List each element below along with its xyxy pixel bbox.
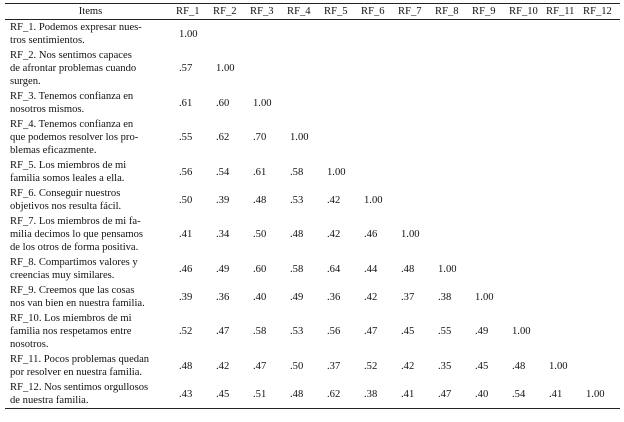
correlation-cell — [509, 255, 546, 283]
item-label — [5, 117, 176, 158]
correlation-cell: .37 — [401, 291, 415, 303]
correlation-table — [5, 3, 620, 409]
correlation-cell: .47 — [435, 380, 472, 409]
item-label — [5, 20, 176, 49]
correlation-cell: .45 — [401, 326, 415, 337]
header-rf-8: RF_8 — [435, 4, 472, 20]
correlation-cell: .53 — [290, 194, 304, 206]
item-label-line: tros sentimientos. — [10, 35, 85, 46]
correlation-cell — [324, 48, 361, 89]
correlation-cell: .54 — [509, 380, 546, 409]
correlation-cell: .62 — [216, 132, 230, 143]
correlation-cell — [546, 158, 583, 186]
correlation-cell — [583, 89, 620, 117]
correlation-cell: .44 — [364, 263, 378, 275]
table-header-row — [5, 4, 620, 20]
correlation-cell: .34 — [216, 229, 230, 240]
item-label — [5, 89, 176, 117]
correlation-cell: 1.00 — [253, 97, 272, 109]
item-label — [5, 186, 176, 214]
item-label-line: RF_6. Conseguir nuestros — [10, 188, 121, 199]
correlation-cell: .48 — [253, 194, 267, 206]
correlation-cell — [472, 20, 509, 49]
item-label-line: surgen. — [10, 76, 41, 87]
table-row — [5, 311, 620, 352]
correlation-cell — [472, 255, 509, 283]
correlation-cell: 1.00 — [583, 380, 620, 409]
correlation-cell — [509, 20, 546, 49]
header-rf-11: RF_11 — [546, 4, 583, 20]
header-rf-12: RF_12 — [583, 4, 620, 20]
correlation-cell: .38 — [361, 380, 398, 409]
correlation-cell — [546, 186, 583, 214]
correlation-cell — [361, 20, 398, 49]
correlation-cell — [583, 255, 620, 283]
item-label-line: RF_4. Tenemos confianza en — [10, 119, 134, 130]
table-row — [5, 186, 620, 214]
correlation-cell: .47 — [253, 360, 267, 372]
correlation-cell: .64 — [327, 263, 341, 275]
item-label-line: RF_5. Los miembros de mi — [10, 160, 127, 171]
correlation-cell: .50 — [253, 229, 267, 240]
item-label-line: de los otros de forma positiva. — [10, 242, 139, 253]
correlation-cell: .45 — [475, 360, 489, 372]
correlation-cell — [472, 117, 509, 158]
correlation-cell: .60 — [216, 97, 230, 109]
header-rf-7: RF_7 — [398, 4, 435, 20]
correlation-cell — [361, 158, 398, 186]
item-label-line: nosotros mismos. — [10, 104, 85, 115]
correlation-cell: .52 — [364, 360, 378, 372]
correlation-cell — [546, 20, 583, 49]
correlation-cell — [509, 283, 546, 311]
item-label — [5, 48, 176, 89]
correlation-cell: 1.00 — [438, 263, 457, 275]
correlation-cell — [509, 117, 546, 158]
correlation-cell — [546, 283, 583, 311]
correlation-cell: .50 — [290, 360, 304, 372]
item-label — [5, 311, 176, 352]
correlation-cell — [583, 48, 620, 89]
correlation-cell: .45 — [213, 380, 250, 409]
correlation-cell: .55 — [179, 132, 193, 143]
correlation-cell — [250, 20, 287, 49]
correlation-cell — [509, 48, 546, 89]
correlation-cell: .61 — [253, 166, 267, 178]
correlation-cell — [435, 89, 472, 117]
correlation-cell — [361, 89, 398, 117]
correlation-cell — [324, 89, 361, 117]
table-row — [5, 48, 620, 89]
correlation-cell — [398, 158, 435, 186]
correlation-cell: 1.00 — [327, 166, 346, 178]
correlation-cell — [435, 48, 472, 89]
correlation-cell: .46 — [179, 263, 193, 275]
correlation-cell: .42 — [364, 291, 378, 303]
correlation-cell: .58 — [290, 263, 304, 275]
correlation-cell — [435, 158, 472, 186]
correlation-cell — [583, 158, 620, 186]
item-label-line: nos van bien en nuestra familia. — [10, 298, 145, 309]
correlation-cell: 1.00 — [364, 194, 383, 206]
correlation-cell: .60 — [253, 263, 267, 275]
correlation-cell — [472, 158, 509, 186]
correlation-cell — [435, 117, 472, 158]
correlation-cell — [583, 283, 620, 311]
correlation-cell — [509, 158, 546, 186]
table-row — [5, 20, 620, 49]
correlation-cell — [509, 186, 546, 214]
correlation-cell: .53 — [290, 326, 304, 337]
correlation-cell: 1.00 — [290, 132, 309, 143]
correlation-cell: .47 — [216, 326, 230, 337]
item-label-line: creencias muy similares. — [10, 270, 115, 281]
correlation-cell — [324, 117, 361, 158]
item-label-line: RF_7. Los miembros de mi fa- — [10, 216, 141, 227]
item-label-line: RF_8. Compartimos valores y — [10, 257, 138, 268]
correlation-cell — [435, 20, 472, 49]
correlation-cell: .40 — [472, 380, 509, 409]
correlation-cell: .42 — [216, 360, 230, 372]
item-label — [5, 214, 176, 255]
table-row — [5, 117, 620, 158]
correlation-cell — [287, 48, 324, 89]
item-label-line: familia somos leales a ella. — [10, 173, 125, 184]
correlation-cell: .47 — [364, 326, 378, 337]
correlation-cell: .48 — [287, 380, 324, 409]
header-rf-1: RF_1 — [176, 4, 213, 20]
header-rf-4: RF_4 — [287, 4, 324, 20]
item-label-line: familia nos respetamos entre — [10, 326, 132, 337]
correlation-cell — [398, 117, 435, 158]
correlation-cell: .38 — [438, 291, 452, 303]
header-rf-5: RF_5 — [324, 4, 361, 20]
item-label-line: de nuestra familia. — [10, 395, 89, 406]
header-rf-3: RF_3 — [250, 4, 287, 20]
correlation-cell — [546, 214, 583, 255]
item-label-line: RF_9. Creemos que las cosas — [10, 285, 135, 296]
header-rf-2: RF_2 — [213, 4, 250, 20]
table-row — [5, 255, 620, 283]
item-label-line: por resolver en nuestra familia. — [10, 367, 143, 378]
correlation-cell — [213, 20, 250, 49]
item-label-line: de afrontar problemas cuando — [10, 63, 137, 74]
correlation-cell — [398, 20, 435, 49]
correlation-cell: .40 — [253, 291, 267, 303]
correlation-cell — [509, 214, 546, 255]
correlation-cell: .39 — [216, 194, 230, 206]
correlation-cell — [361, 48, 398, 89]
correlation-cell — [546, 48, 583, 89]
item-label-line: blemas eficazmente. — [10, 145, 97, 156]
correlation-cell: .70 — [253, 132, 267, 143]
table-row — [5, 89, 620, 117]
correlation-cell: .54 — [216, 166, 230, 178]
correlation-cell: .58 — [253, 326, 267, 337]
correlation-cell: .52 — [179, 326, 193, 337]
correlation-cell: .49 — [216, 263, 230, 275]
item-label — [5, 158, 176, 186]
correlation-cell: 1.00 — [401, 229, 420, 240]
correlation-cell: .36 — [327, 291, 341, 303]
correlation-cell — [435, 214, 472, 255]
correlation-cell — [546, 255, 583, 283]
correlation-cell: .49 — [475, 326, 489, 337]
correlation-cell: .55 — [438, 326, 452, 337]
correlation-cell — [546, 311, 583, 352]
correlation-cell: .57 — [179, 63, 193, 74]
correlation-cell: 1.00 — [216, 63, 235, 74]
item-label — [5, 283, 176, 311]
item-label-line: objetivos nos resulta fácil. — [10, 201, 122, 212]
table-row — [5, 283, 620, 311]
header-rf-10: RF_10 — [509, 4, 546, 20]
correlation-cell — [361, 117, 398, 158]
item-label-line: nosotros. — [10, 339, 49, 350]
correlation-cell — [546, 117, 583, 158]
item-label-line: RF_12. Nos sentimos orgullosos — [10, 382, 149, 393]
correlation-cell: 1.00 — [179, 28, 198, 40]
item-label-line: RF_2. Nos sentimos capaces — [10, 50, 132, 61]
correlation-cell: .49 — [290, 291, 304, 303]
correlation-cell — [583, 186, 620, 214]
item-label-line: RF_3. Tenemos confianza en — [10, 91, 134, 102]
correlation-cell: 1.00 — [512, 326, 531, 337]
correlation-cell: .36 — [216, 291, 230, 303]
correlation-cell — [472, 186, 509, 214]
item-label-line: milia decimos lo que pensamos — [10, 229, 143, 240]
table-row — [5, 380, 620, 409]
table-body — [5, 20, 620, 409]
correlation-cell: .41 — [398, 380, 435, 409]
item-label-line: RF_10. Los miembros de mi — [10, 313, 132, 324]
table-row — [5, 158, 620, 186]
correlation-cell: .61 — [179, 97, 193, 109]
correlation-cell — [472, 89, 509, 117]
correlation-cell: .37 — [327, 360, 341, 372]
correlation-cell: .62 — [324, 380, 361, 409]
correlation-cell — [287, 89, 324, 117]
correlation-cell — [583, 214, 620, 255]
correlation-cell — [583, 20, 620, 49]
correlation-cell: .43 — [176, 380, 213, 409]
correlation-cell: .42 — [327, 194, 341, 206]
correlation-cell — [583, 117, 620, 158]
item-label-line: RF_11. Pocos problemas quedan — [10, 354, 150, 365]
correlation-cell — [398, 48, 435, 89]
header-rf-9: RF_9 — [472, 4, 509, 20]
correlation-cell — [546, 89, 583, 117]
correlation-cell: .51 — [250, 380, 287, 409]
item-label — [5, 352, 176, 380]
correlation-cell — [398, 186, 435, 214]
table-row — [5, 214, 620, 255]
correlation-cell: .35 — [438, 360, 452, 372]
correlation-cell: .50 — [179, 194, 193, 206]
correlation-cell: .58 — [290, 166, 304, 178]
correlation-cell — [435, 186, 472, 214]
correlation-cell: .39 — [179, 291, 193, 303]
correlation-cell: .56 — [179, 166, 193, 178]
correlation-cell — [583, 352, 620, 380]
correlation-cell: .48 — [401, 263, 415, 275]
correlation-cell: .41 — [546, 380, 583, 409]
correlation-cell: .42 — [401, 360, 415, 372]
correlation-cell: .48 — [512, 360, 526, 372]
correlation-cell: .48 — [179, 360, 193, 372]
correlation-cell — [250, 48, 287, 89]
correlation-cell — [324, 20, 361, 49]
item-label-line: que podemos resolver los pro- — [10, 132, 139, 143]
correlation-cell — [583, 311, 620, 352]
table-row — [5, 352, 620, 380]
header-rf-6: RF_6 — [361, 4, 398, 20]
correlation-cell: .42 — [327, 229, 341, 240]
correlation-cell: .56 — [327, 326, 341, 337]
item-label-line: RF_1. Podemos expresar nues- — [10, 22, 142, 33]
correlation-cell: .41 — [179, 229, 193, 240]
correlation-cell: 1.00 — [549, 360, 568, 372]
correlation-cell: .46 — [364, 229, 378, 240]
item-label — [5, 380, 176, 409]
correlation-cell: 1.00 — [475, 291, 494, 303]
header-items: Items — [5, 4, 176, 20]
correlation-cell — [472, 214, 509, 255]
item-label — [5, 255, 176, 283]
correlation-cell — [472, 48, 509, 89]
correlation-cell — [509, 89, 546, 117]
correlation-cell — [398, 89, 435, 117]
correlation-cell — [287, 20, 324, 49]
correlation-cell: .48 — [290, 229, 304, 240]
